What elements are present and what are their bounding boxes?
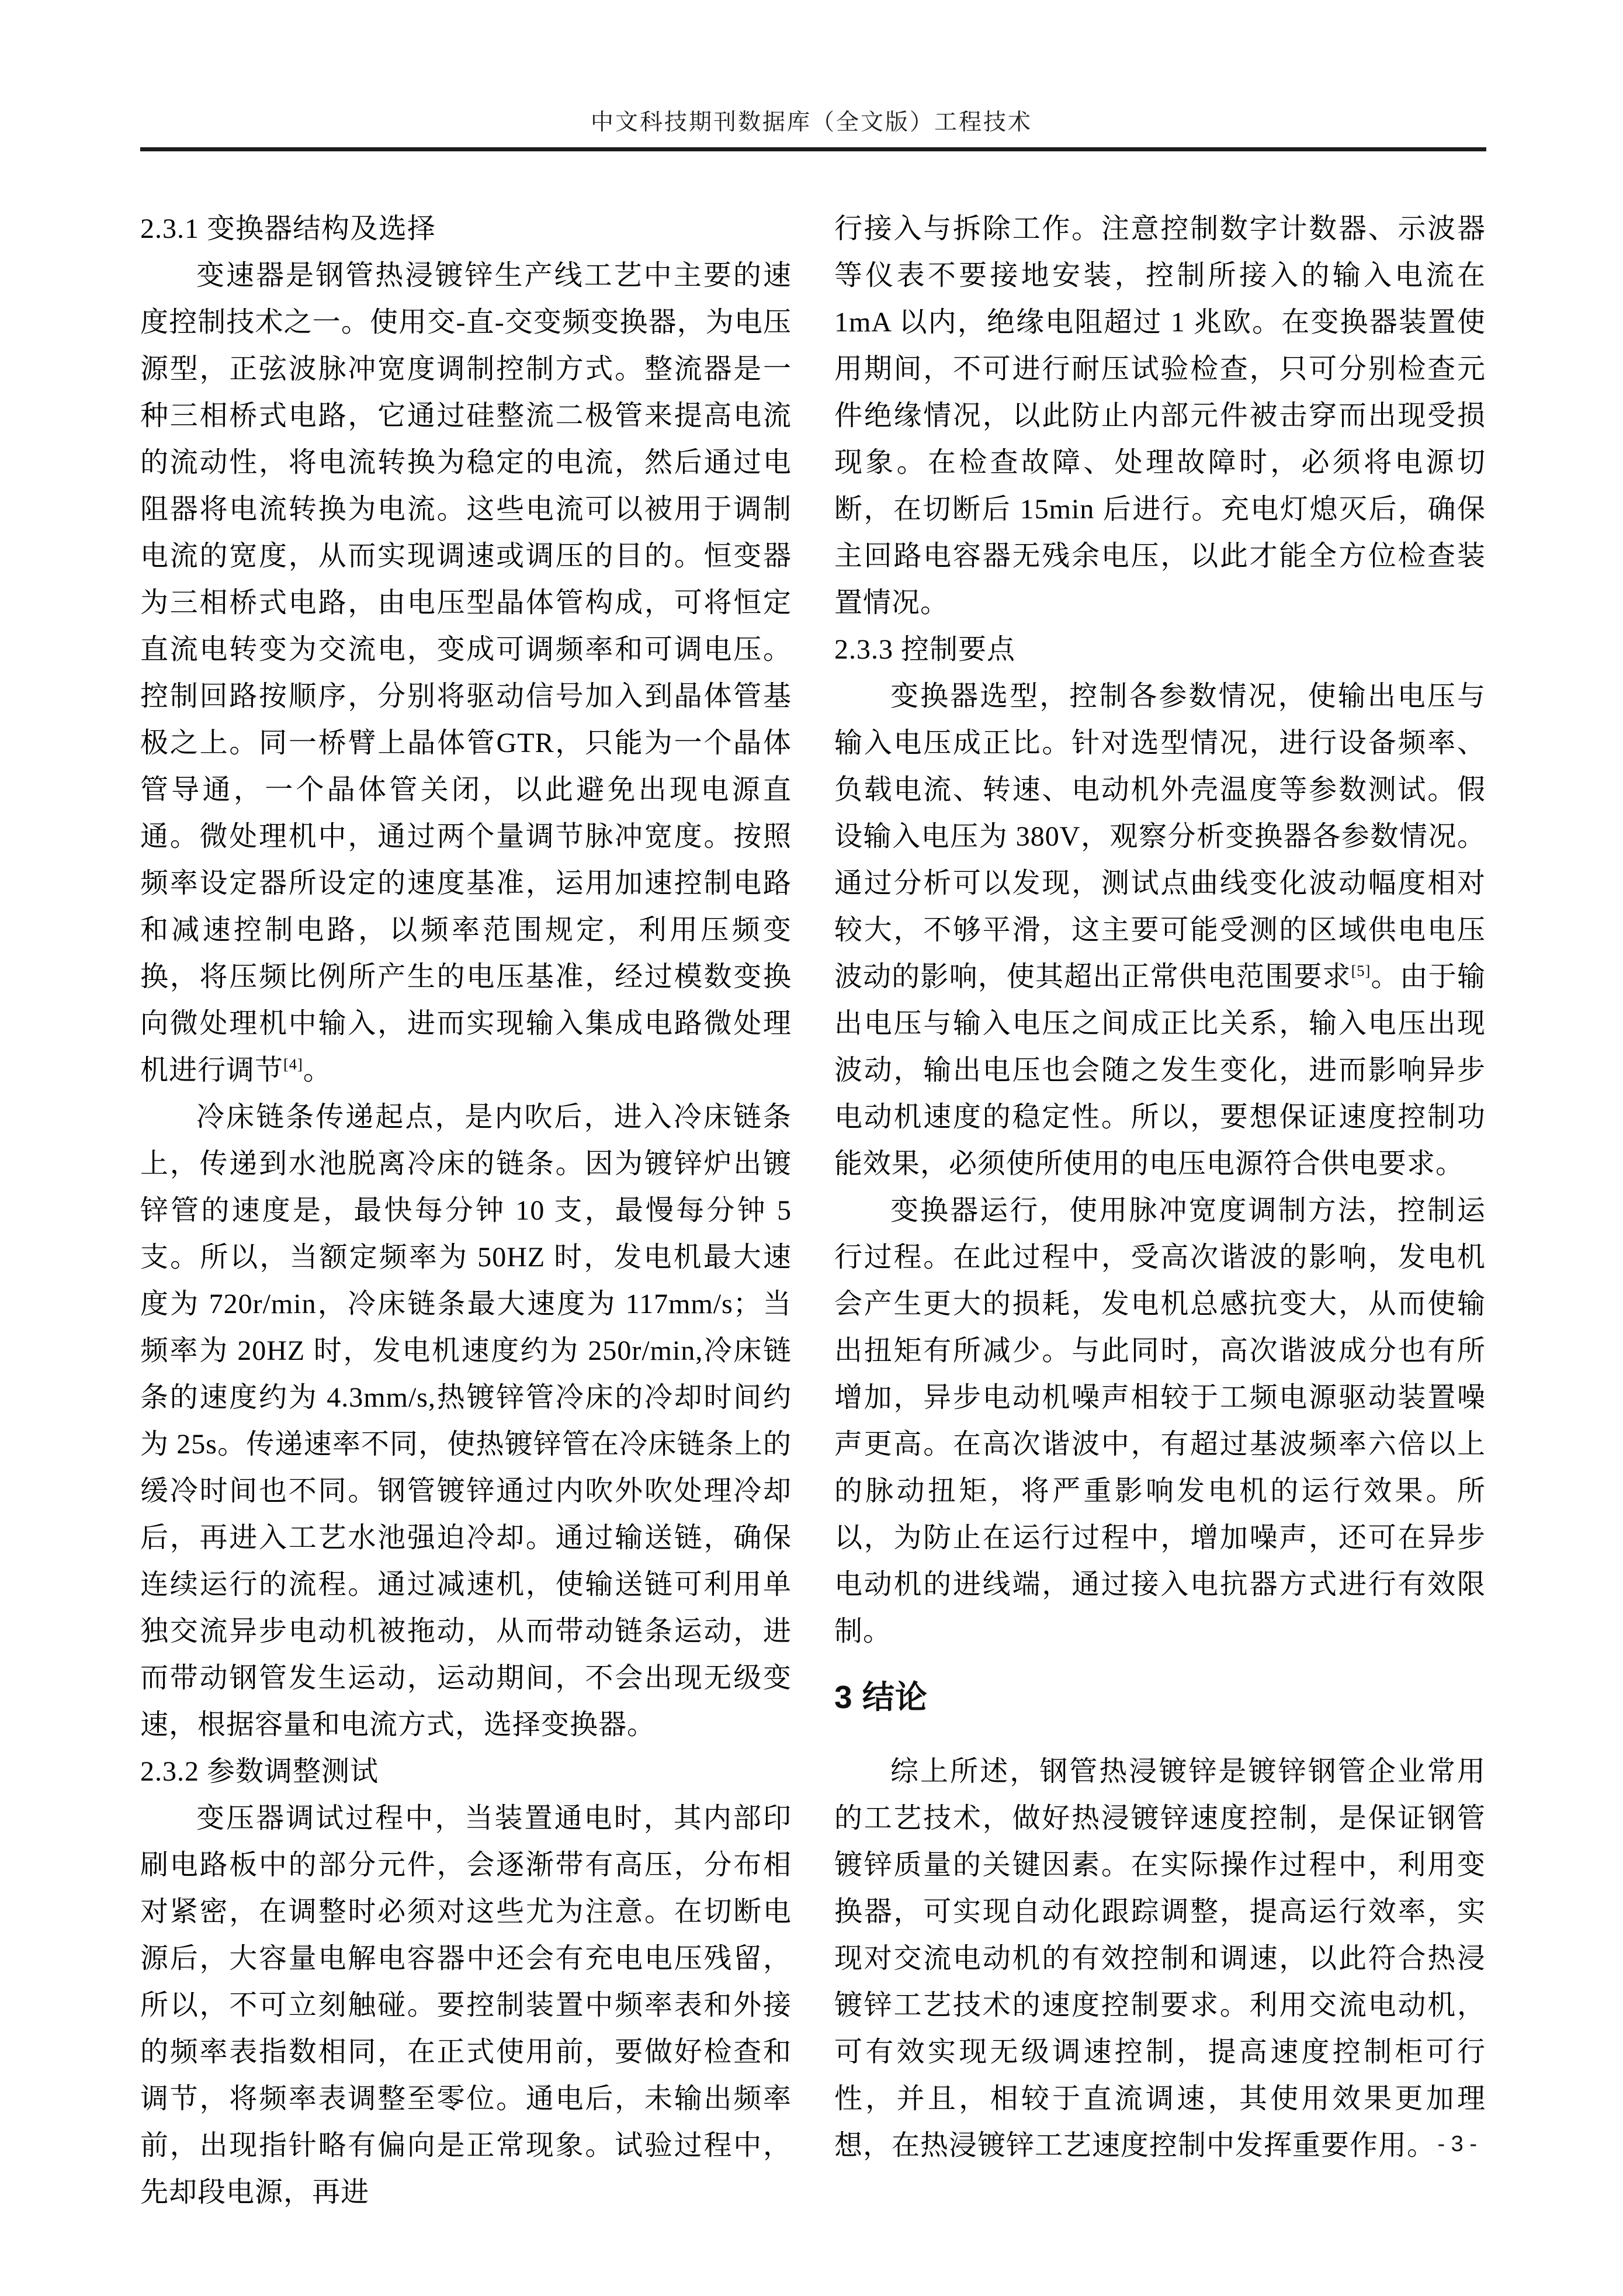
section-heading-2-3-2: 2.3.2 参数调整测试 xyxy=(140,1756,379,1787)
paragraph-converter-operation: 变换器运行，使用脉冲宽度调制方法，控制运行过程。在此过程中，受高次谐波的影响，发电机会产生更大的损耗，发电机总感抗变大，从而使输出扭矩有所减少。与此同时，高次谐波成分也有所增加，异步电动机噪声相较于工频电源驱动装置噪声更高。在高次谐波中，有超过基波频率六倍以上的脉动扭矩，将严重影响发电机的运行效果。所以，为防止在运行过程中，增加噪声，还可在异步电动机的进线端，通过接入电抗器方式进行有效限制。 xyxy=(834,1195,1486,1647)
citation-ref-5: [5] xyxy=(1351,962,1371,979)
paragraph-text: 。由于输出电压与输入电压之间成正比关系，输入电压出现波动，输出电压也会随之发生变化，进而影响异步电动机速度的稳定性。所以，要想保证速度控制功能效果，必须使所使用的电压电源符合供电要求。 xyxy=(834,961,1486,1179)
right-column xyxy=(834,206,1486,2216)
left-column xyxy=(140,206,792,2216)
section-heading-2-3-1: 2.3.1 变换器结构及选择 xyxy=(140,213,436,244)
paragraph-cooling-bed-chain: 冷床链条传递起点，是内吹后，进入冷床链条上，传递到水池脱离冷床的链条。因为镀锌炉出镀锌管的速度是，最快每分钟 10 支，最慢每分钟 5 支。所以，当额定频率为 50HZ 时，发电机最大速度为 720r/min，冷床链条最大速度为 117mm/s；当频率为 20HZ 时，发电机速度约为 250r/min,冷床链条的速度约为 4.3mm/s,热镀锌管冷床的冷却时间约为 25s。传递速率不同，使热镀锌管在冷床链条上的缓冷时间也不同。钢管镀锌通过内吹外吹处理冷却后，再进入工艺水池强迫冷却。通过输送链，确保连续运行的流程。通过减速机，使输送链可利用单独交流异步电动机被拖动，从而带动链条运动，进而带动钢管发生运动，运动期间，不会出现无级变速，根据容量和电流方式，选择变换器。 xyxy=(140,1102,792,1740)
paragraph-parameter-testing: 变压器调试过程中，当装置通电时，其内部印刷电路板中的部分元件，会逐渐带有高压，分布相对紧密，在调整时必须对这些尤为注意。在切断电源后，大容量电解电容器中还会有充电电压残留，所以，不可立刻触碰。要控制装置中频率表和外接的频率表指数相同，在正式使用前，要做好检查和调节，将频率表调整至零位。通电后，未输出频率前，出现指针略有偏向是正常现象。试验过程中，先却段电源，再进 xyxy=(140,1803,792,2208)
paragraph-parameter-testing-continued: 行接入与拆除工作。注意控制数字计数器、示波器等仪表不要接地安装，控制所接入的输入电流在 1mA 以内，绝缘电阻超过 1 兆欧。在变换器装置使用期间，不可进行耐压试验检查，只可分别检查元件绝缘情况，以此防止内部元件被击穿而出现受损现象。在检查故障、处理故障时，必须将电源切断，在切断后 15min 后进行。充电灯熄灭后，确保主回路电容器无残余电压，以此才能全方位检查装置情况。 xyxy=(834,213,1486,618)
article-body xyxy=(140,206,1486,2216)
paragraph-text: 变换器选型，控制各参数情况，使输出电压与输入电压成正比。针对选型情况，进行设备频率、负载电流、转速、电动机外壳温度等参数测试。假设输入电压为 380V，观察分析变换器各参数情况。通过分析可以发现，测试点曲线变化波动幅度相对较大，不够平滑，这主要可能受测的区域供电电压波动的影响，使其超出正常供电范围要求 xyxy=(834,681,1486,992)
paragraph-control-points xyxy=(834,673,1486,1187)
citation-ref-4: [4] xyxy=(283,1055,303,1073)
header-divider-rule xyxy=(140,147,1486,151)
section-heading-2-3-3: 2.3.3 控制要点 xyxy=(834,634,1016,665)
paragraph-converter-structure xyxy=(140,252,792,1094)
paragraph-text: 变速器是钢管热浸镀锌生产线工艺中主要的速度控制技术之一。使用交-直-交变频变换器，为电压源型，正弦波脉冲宽度调制控制方式。整流器是一种三相桥式电路，它通过硅整流二极管来提高电流的流动性，将电流转换为稳定的电流，然后通过电阻器将电流转换为电流。这些电流可以被用于调制电流的宽度，从而实现调速或调压的目的。恒变器为三相桥式电路，由电压型晶体管构成，可将恒定直流电转变为交流电，变成可调频率和可调电压。控制回路按顺序，分别将驱动信号加入到晶体管基极之上。同一桥臂上晶体管GTR，只能为一个晶体管导通，一个晶体管关闭，以此避免出现电源直通。微处理机中，通过两个量调节脉冲宽度。按照频率设定器所设定的速度基准，运用加速控制电路和减速控制电路，以频率范围规定，利用压频变换，将压频比例所产生的电压基准，经过模数变换向微处理机中输入，进而实现输入集成电路微处理机进行调节 xyxy=(140,260,792,1086)
paragraph-text: 。 xyxy=(303,1055,332,1086)
paragraph-conclusion: 综上所述，钢管热浸镀锌是镀锌钢管企业常用的工艺技术，做好热浸镀锌速度控制，是保证钢管镀锌质量的关键因素。在实际操作过程中，利用变换器，可实现自动化跟踪调整，提高运行效率，实现对交流电动机的有效控制和调速，以此符合热浸镀锌工艺技术的速度控制要求。利用交流电动机，可有效实现无级调速控制，提高速度控制柜可行性，并且，相较于直流调速，其使用效果更加理想，在热浸镀锌工艺速度控制中发挥重要作用。 xyxy=(834,1756,1486,2161)
page-number: - 3 - xyxy=(1437,2132,1477,2156)
section-heading-3-conclusion: 3 结论 xyxy=(834,1679,928,1715)
journal-header-title: 中文科技期刊数据库（全文版）工程技术 xyxy=(590,110,1032,135)
